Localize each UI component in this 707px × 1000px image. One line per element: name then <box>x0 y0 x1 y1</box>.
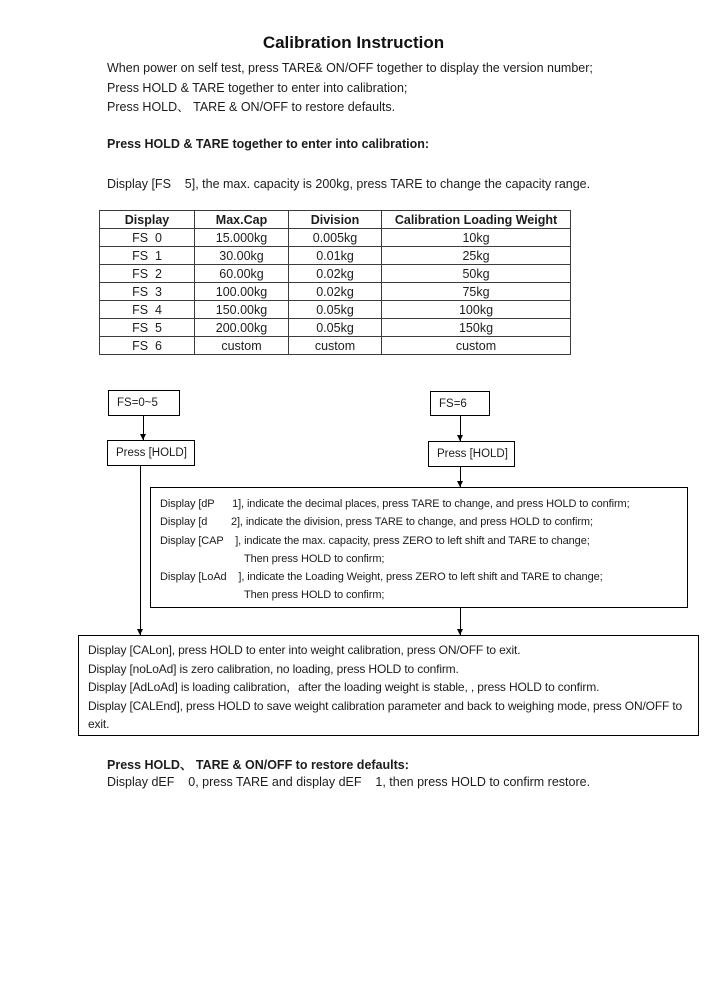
flow-box-press-hold-left: Press [HOLD] <box>107 440 195 466</box>
table-cell: custom <box>289 337 382 355</box>
table-cell: custom <box>382 337 571 355</box>
intro-line: When power on self test, press TARE& ON/OFF together to display the version number; <box>107 61 593 75</box>
table-cell: 25kg <box>382 247 571 265</box>
table-cell: FS 3 <box>100 283 195 301</box>
flow-text-line: Display [LoAd ], indicate the Loading Weight, press ZERO to left shift and TARE to change; <box>160 571 603 584</box>
table-cell: FS 1 <box>100 247 195 265</box>
capacity-table <box>99 210 571 355</box>
table-cell: 0.02kg <box>289 265 382 283</box>
flow-box-fs6: FS=6 <box>430 391 490 416</box>
table-cell: 15.000kg <box>195 229 289 247</box>
arrow-down-icon <box>460 416 461 441</box>
table-row <box>100 283 571 301</box>
intro-line: Press HOLD、 TARE & ON/OFF to restore defaults. <box>107 100 396 114</box>
arrow-down-icon <box>460 608 461 635</box>
flow-box-fs-range: FS=0~5 <box>108 390 180 416</box>
table-header-cell: Display <box>100 211 195 229</box>
flow-text-line: Then press HOLD to confirm; <box>244 552 385 565</box>
table-cell: 150kg <box>382 319 571 337</box>
table-cell: 0.005kg <box>289 229 382 247</box>
table-cell: 30.00kg <box>195 247 289 265</box>
flow-text-line: Display [CAP ], indicate the max. capacity, press ZERO to left shift and TARE to change; <box>160 534 590 547</box>
table-header-cell: Max.Cap <box>195 211 289 229</box>
table-cell: 100kg <box>382 301 571 319</box>
table-row <box>100 301 571 319</box>
table-cell: 150.00kg <box>195 301 289 319</box>
flow-box-parameter-steps <box>150 487 688 608</box>
flow-box-press-hold-right: Press [HOLD] <box>428 441 515 467</box>
intro-paragraph <box>107 59 593 118</box>
flow-text-line: Display [noLoAd] is zero calibration, no loading, press HOLD to confirm. <box>88 661 459 676</box>
flow-text-line: Display [CALEnd], press HOLD to save weight calibration parameter and back to weighing mode, press ON/OFF to exit. <box>88 698 686 732</box>
table-cell: 75kg <box>382 283 571 301</box>
table-row <box>100 319 571 337</box>
table-cell: FS 6 <box>100 337 195 355</box>
table-cell: FS 4 <box>100 301 195 319</box>
intro-line: Press HOLD & TARE together to enter into calibration; <box>107 80 408 95</box>
table-header-row <box>100 211 571 229</box>
table-cell: FS 2 <box>100 265 195 283</box>
capacity-display-line: Display [FS 5], the max. capacity is 200kg, press TARE to change the capacity range. <box>107 177 591 191</box>
table-cell: 50kg <box>382 265 571 283</box>
arrow-down-icon <box>143 416 144 440</box>
table-cell: 0.05kg <box>289 319 382 337</box>
flow-text-line: Display [dP 1], indicate the decimal places, press TARE to change, and press HOLD to confirm; <box>160 498 630 510</box>
table-row <box>100 265 571 283</box>
table-cell: FS 5 <box>100 319 195 337</box>
table-header-cell: Division <box>289 211 382 229</box>
flow-text-line: Display [AdLoAd] is loading calibration，after the loading weight is stable, , press HOLD to confirm. <box>88 680 600 695</box>
calibration-heading: Press HOLD & TARE together to enter into calibration: <box>107 137 430 151</box>
table-cell: 60.00kg <box>195 265 289 283</box>
flow-text-line: Then press HOLD to confirm; <box>244 589 385 602</box>
table-cell: 0.05kg <box>289 301 382 319</box>
table-cell: FS 0 <box>100 229 195 247</box>
table-cell: 0.01kg <box>289 247 382 265</box>
restore-heading: Press HOLD、 TARE & ON/OFF to restore defaults: <box>107 758 409 772</box>
table-row <box>100 247 571 265</box>
flow-text-line: Display [d 2], indicate the division, press TARE to change, and press HOLD to confirm; <box>160 516 593 529</box>
page-title: Calibration Instruction <box>262 33 445 52</box>
table-cell: custom <box>195 337 289 355</box>
restore-line: Display dEF 0, press TARE and display dEF 1, then press HOLD to confirm restore. <box>107 775 591 789</box>
table-cell: 200.00kg <box>195 319 289 337</box>
flow-box-calibration-steps <box>78 635 699 736</box>
table-cell: 0.02kg <box>289 283 382 301</box>
arrow-down-icon <box>460 467 461 487</box>
table-row <box>100 337 571 355</box>
table-row <box>100 229 571 247</box>
table-cell: 10kg <box>382 229 571 247</box>
table-header-cell: Calibration Loading Weight <box>382 211 571 229</box>
arrow-down-icon <box>140 466 141 635</box>
table-cell: 100.00kg <box>195 283 289 301</box>
flow-text-line: Display [CALon], press HOLD to enter into weight calibration, press ON/OFF to exit. <box>88 643 521 657</box>
